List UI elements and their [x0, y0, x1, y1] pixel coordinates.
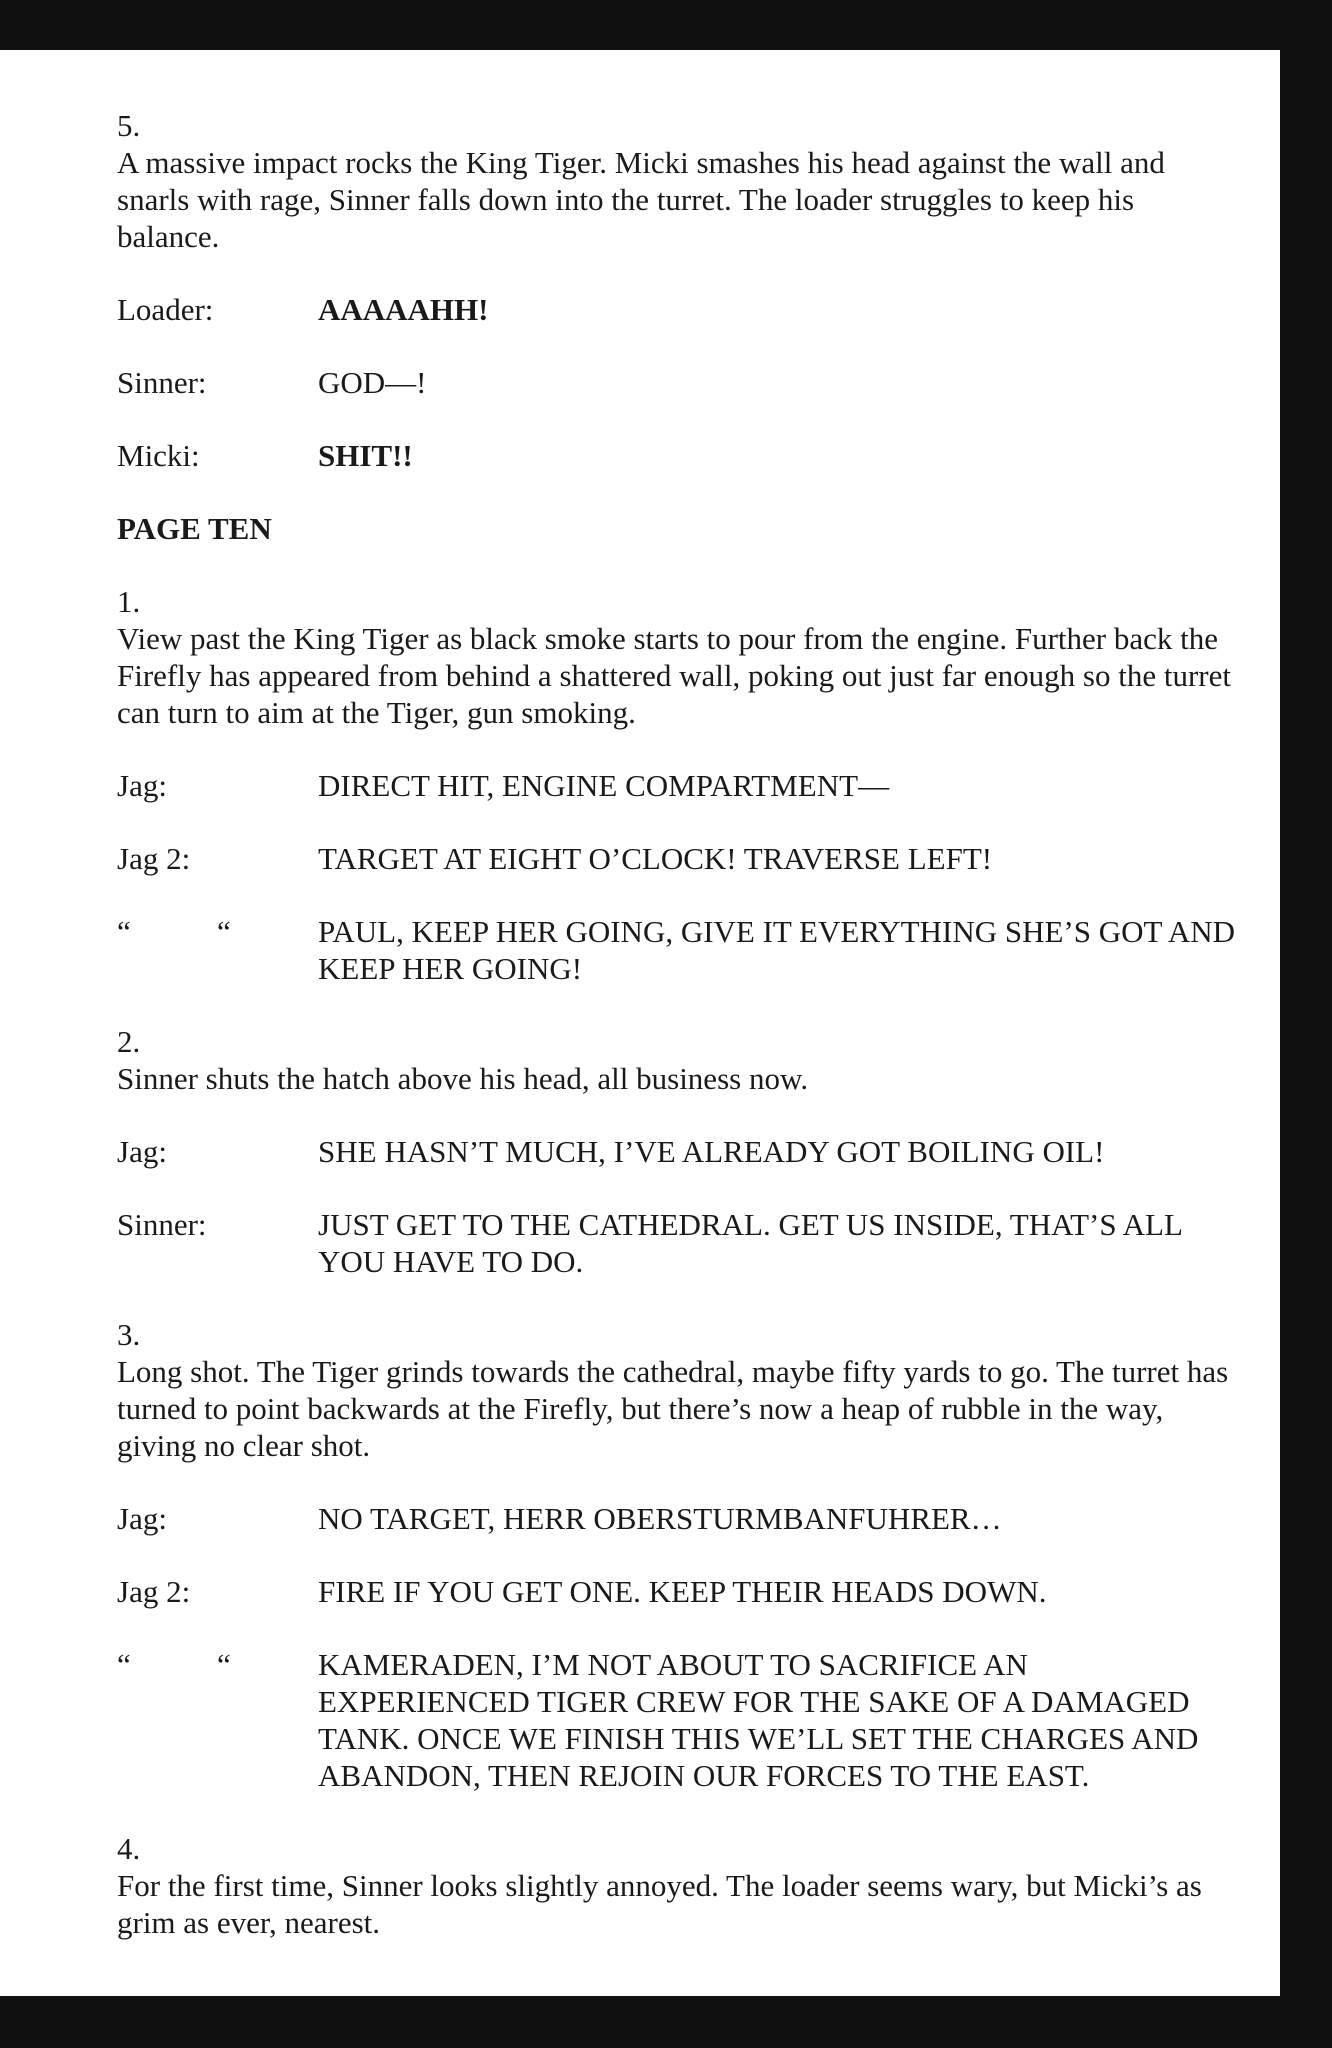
dialogue-line [117, 364, 1237, 401]
panel-number: 4. [117, 1831, 141, 1866]
panel-description: A massive impact rocks the King Tiger. Micki smashes his head against the wall and snarls with rage, Sinner falls down into the turret. The loader struggles to keep his balance. [117, 145, 1165, 254]
speaker-name: “ “ [117, 1647, 231, 1682]
speaker-name: Loader: [117, 292, 214, 327]
speaker-name: Jag: [117, 1501, 167, 1536]
dialogue-text: SHIT!! [318, 438, 413, 473]
panel-description: For the first time, Sinner looks slightly annoyed. The loader seems wary, but Micki’s as grim as ever, nearest. [117, 1868, 1202, 1940]
panel-description: Sinner shuts the hatch above his head, all business now. [117, 1061, 809, 1096]
dialogue-line [117, 1573, 1237, 1610]
dialogue-line [117, 767, 1237, 804]
dialogue-text: FIRE IF YOU GET ONE. KEEP THEIR HEADS DOWN. [318, 1574, 1047, 1609]
panel-description: View past the King Tiger as black smoke starts to pour from the engine. Further back the Firefly has appeared from behind a shattered wall, poking out just far enough so the turret can turn to aim at the Tiger, gun smoking. [117, 621, 1231, 730]
speaker-name: Jag: [117, 768, 167, 803]
dialogue-text: JUST GET TO THE CATHEDRAL. GET US INSIDE, THAT’S ALL YOU HAVE TO DO. [318, 1207, 1182, 1279]
page-heading: PAGE TEN [117, 511, 272, 546]
speaker-name: Jag 2: [117, 1574, 191, 1609]
speaker-name: Jag: [117, 1134, 167, 1169]
dialogue-line [117, 1646, 1237, 1794]
script-content [117, 107, 1237, 1977]
speaker-name: “ “ [117, 914, 231, 949]
dialogue-line [117, 913, 1237, 987]
speaker-name: Sinner: [117, 1207, 207, 1242]
panel-description: Long shot. The Tiger grinds towards the cathedral, maybe fifty yards to go. The turret has turned to point backwards at the Firefly, but there’s now a heap of rubble in the way, giving no clear shot. [117, 1354, 1229, 1463]
dialogue-text: PAUL, KEEP HER GOING, GIVE IT EVERYTHING SHE’S GOT AND KEEP HER GOING! [318, 914, 1236, 986]
dialogue-line [117, 437, 1237, 474]
dialogue-text: DIRECT HIT, ENGINE COMPARTMENT— [318, 768, 890, 803]
speaker-name: Jag 2: [117, 841, 191, 876]
dialogue-line [117, 291, 1237, 328]
dialogue-line [117, 1500, 1237, 1537]
dialogue-text: SHE HASN’T MUCH, I’VE ALREADY GOT BOILING OIL! [318, 1134, 1105, 1169]
script-page [0, 50, 1280, 1996]
dialogue-line [117, 1206, 1237, 1280]
dialogue-text: GOD—! [318, 365, 427, 400]
dialogue-text: NO TARGET, HERR OBERSTURMBANFUHRER… [318, 1501, 1002, 1536]
dialogue-line [117, 840, 1237, 877]
dialogue-text: TARGET AT EIGHT O’CLOCK! TRAVERSE LEFT! [318, 841, 993, 876]
panel-number: 1. [117, 584, 141, 619]
speaker-name: Micki: [117, 438, 200, 473]
dialogue-line [117, 1133, 1237, 1170]
dialogue-text: KAMERADEN, I’M NOT ABOUT TO SACRIFICE AN EXPERIENCED TIGER CREW FOR THE SAKE OF A DAMAGED TANK. ONCE WE FINISH THIS WE’LL SET THE CHARGES AND ABANDON, THEN REJOIN OUR FORCES TO THE EAST. [318, 1647, 1199, 1793]
panel-number: 2. [117, 1024, 141, 1059]
dialogue-text: AAAAAHH! [318, 292, 489, 327]
panel-number: 5. [117, 108, 141, 143]
panel-number: 3. [117, 1317, 141, 1352]
speaker-name: Sinner: [117, 365, 207, 400]
